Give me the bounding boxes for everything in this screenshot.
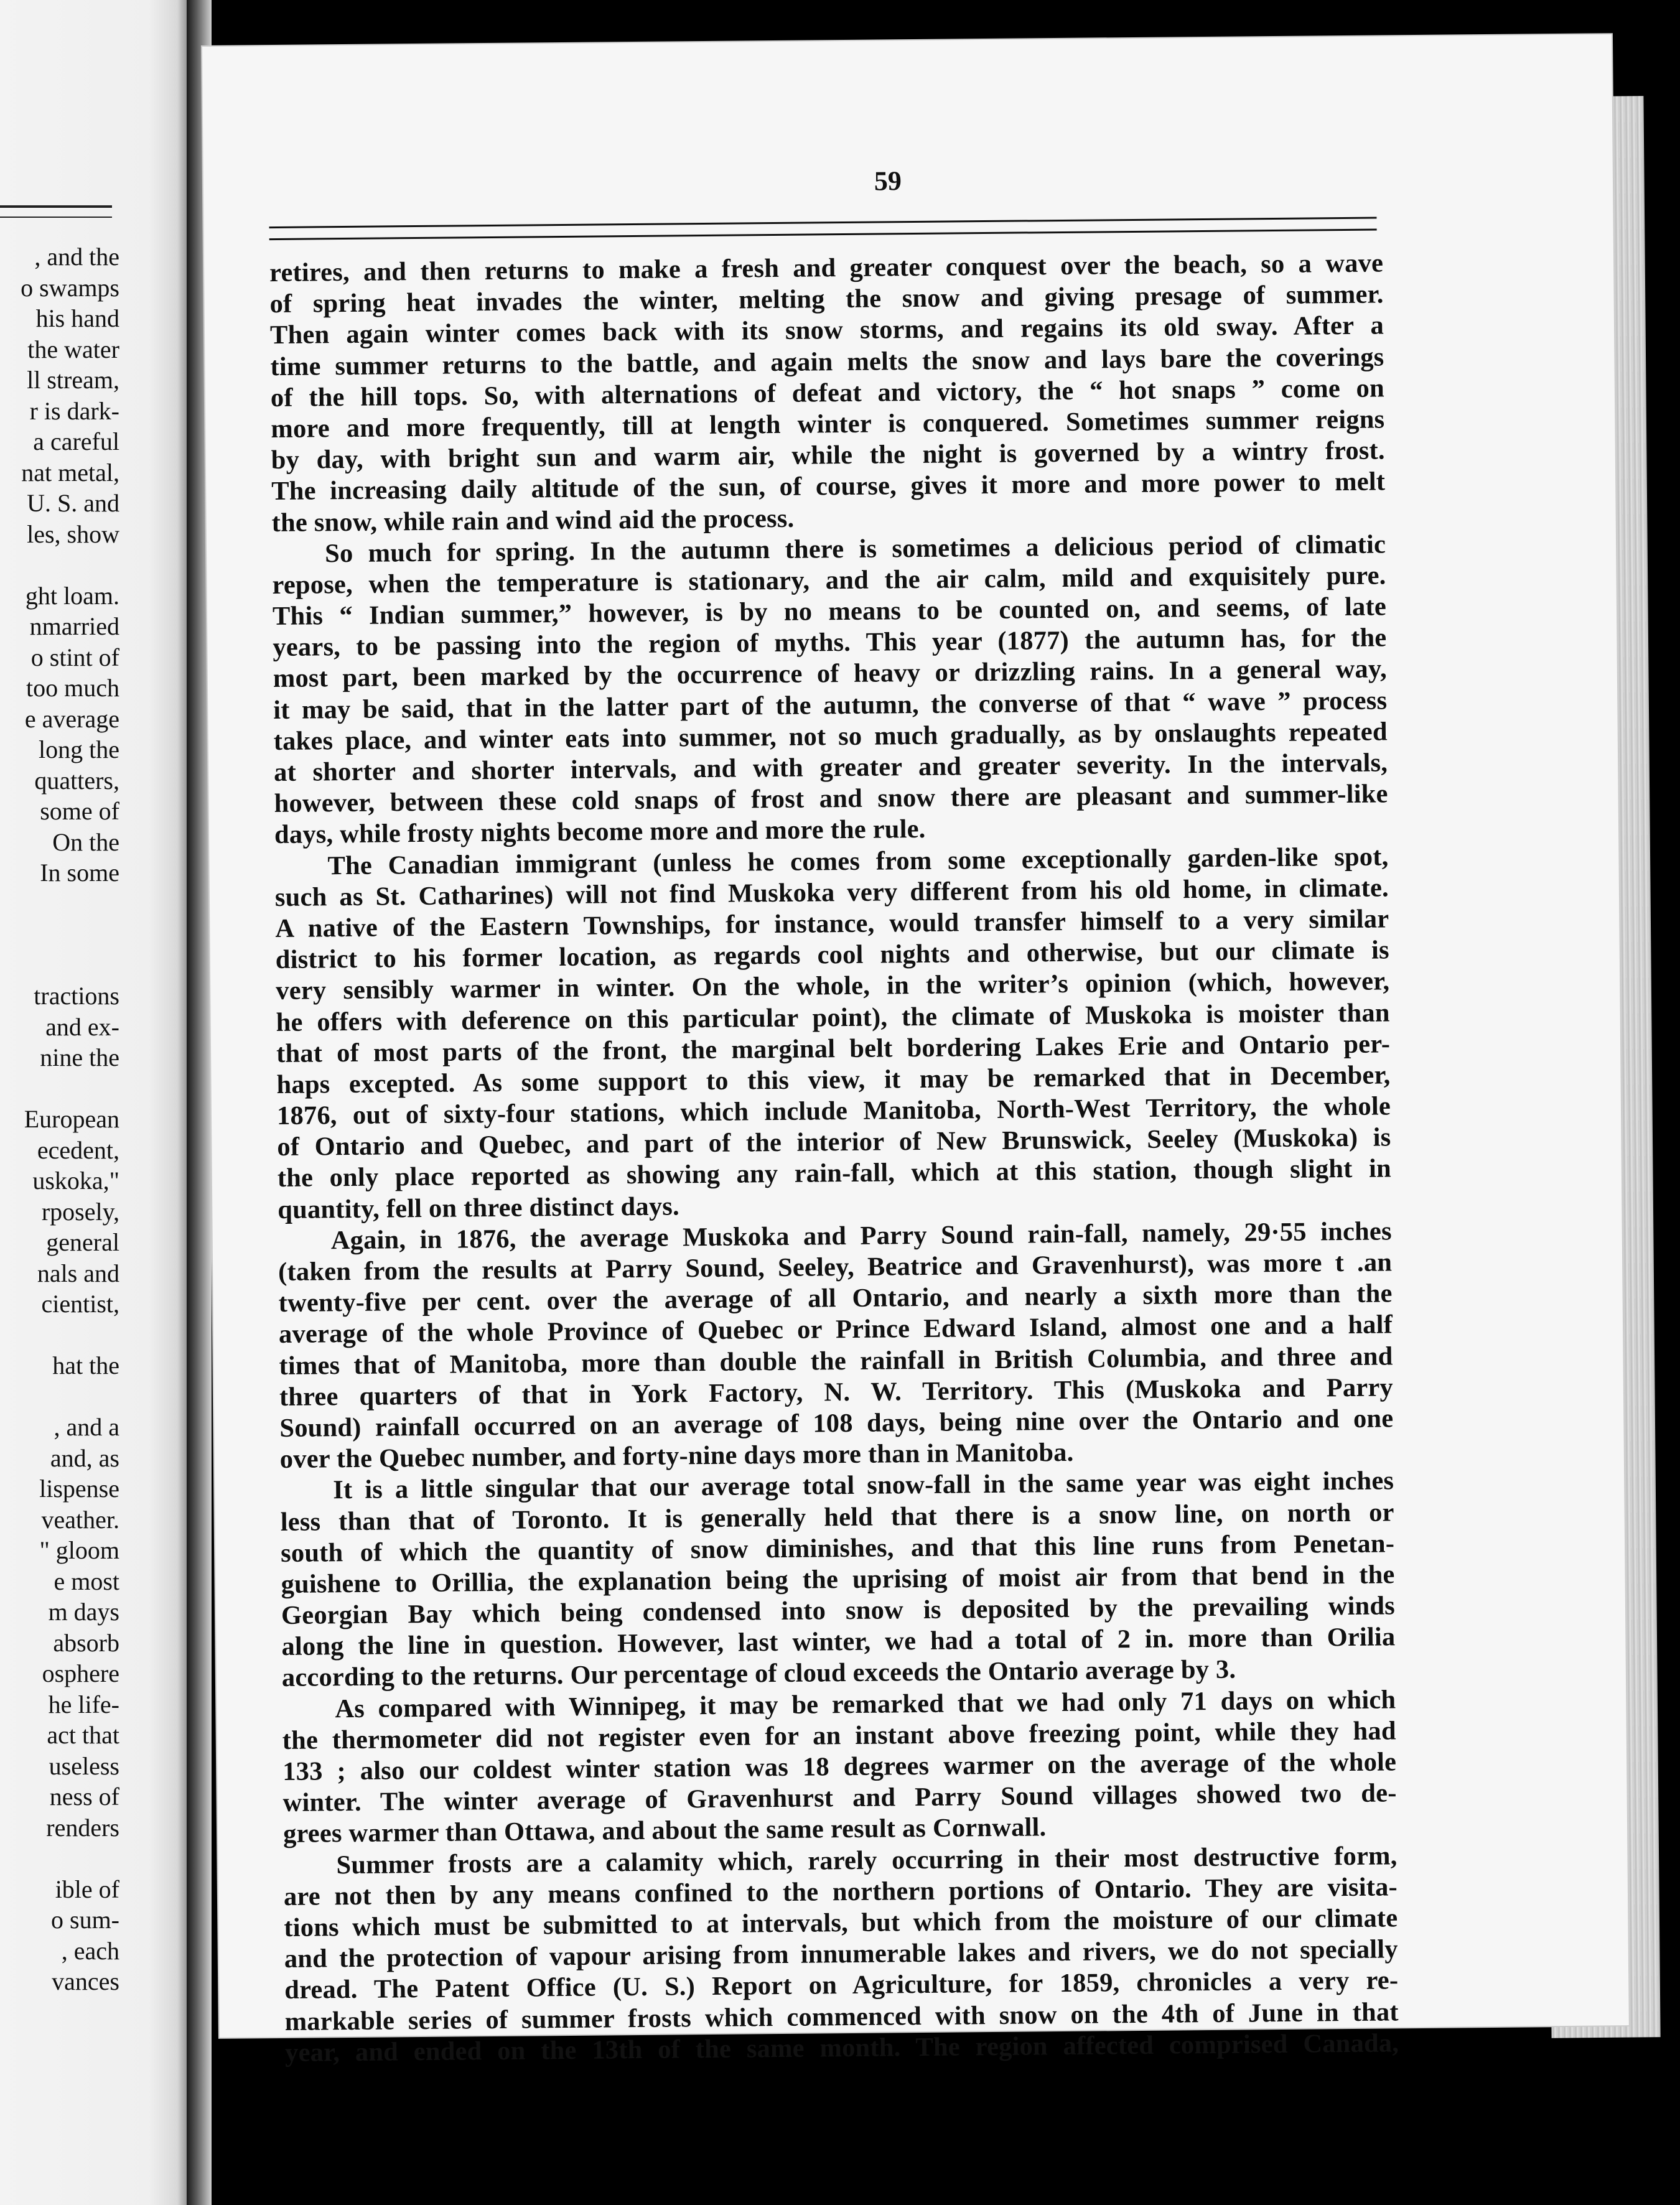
left-page-line: ness of [49,1783,119,1811]
header-double-rule [269,217,1377,241]
left-page-line: vances [52,1967,119,1995]
left-page-line: tractions [34,982,119,1010]
text-line: three quarters of that in York Factory, N. W. Territory. This (Muskoka and Parry [279,1373,1394,1412]
left-page-line: , each [61,1936,119,1965]
body-text [269,248,1399,2068]
text-line: It is a little singular that our average total snow-fall in the same year was eight inches [333,1466,1394,1505]
left-page-line: renders [46,1813,119,1842]
text-line: times that of Manitoba, more than double the rainfall in British Columbia, and three and [279,1341,1393,1381]
text-line: takes place, and winter eats into summer, not so much gradually, as by onslaughts repeated [273,717,1388,756]
left-page-line: hat the [52,1351,119,1379]
left-page-line: general [46,1228,119,1256]
text-line: less than that of Toronto. It is generally held that there is a snow line, on north or [280,1497,1394,1537]
left-page-line: the water [27,335,119,363]
text-line: 133 ; also our coldest winter station was 18 degrees warmer on the average of the whole [282,1747,1397,1786]
left-page-line [0,1381,119,1412]
text-line: grees warmer than Ottawa, and about the same result as Cornwall. [282,1812,1047,1849]
text-line: winter. The winter average of Gravenhurst and Parry Sound villages showed two de- [282,1778,1397,1818]
text-line: by day, with bright sun and warm air, while the night is governed by a wintry frost. [271,436,1385,475]
text-line: the only place reported as showing any rain-fall, which at this station, though slight in [277,1154,1392,1193]
left-page-text [0,241,119,1997]
text-line: at shorter and shorter intervals, and with greater and greater severity. In the intervals, [273,748,1388,788]
text-line: tions which must be submitted to at intervals, but which from the moisture of our climate [284,1903,1398,1942]
text-line: the thermometer did not register even for an instant above freezing point, while they had [282,1716,1396,1755]
left-page-fragment [0,0,187,2205]
text-line: The increasing daily altitude of the sun, of course, gives it more and more power to melt [271,467,1386,506]
text-line: days, while frosty nights become more and more the rule. [274,814,926,850]
left-page-line: his hand [35,304,119,332]
left-page-header-rule [0,205,112,218]
text-line: however, between these cold snaps of frost and snow there are pleasant and summer-like [274,779,1388,819]
left-page-line: nat metal, [21,458,119,487]
left-page-line [0,1320,119,1351]
left-page-line: long the [39,735,119,763]
left-page-line: On the [52,827,119,856]
left-page-line: " gloom [39,1536,119,1564]
left-page-line [0,549,119,580]
text-line: of Ontario and Quebec, and part of the interior of New Brunswick, Seeley (Muskoka) is [277,1122,1391,1162]
left-page-line: e most [54,1567,119,1595]
text-line: it may be said, that in the latter part of the autumn, the converse of that “ wave ” process [273,686,1388,725]
text-line: Summer frosts are a calamity which, rarely occurring in their most destructive form, [336,1840,1398,1880]
text-line: The Canadian immigrant (unless he comes from some exceptionally garden-like spot, [327,841,1389,880]
text-line: Then again winter comes back with its snow storms, and regains its old sway. After a [269,310,1384,350]
left-page-line: a careful [33,427,119,455]
left-page-line: nmarried [29,612,119,640]
left-page-line: uskoka," [32,1167,119,1195]
text-line: over the Quebec number, and forty-nine days more than in Manitoba. [279,1437,1074,1475]
text-line: retires, and then returns to make a fresh and greater conquest over the beach, so a wave [269,248,1384,288]
left-page-line: act that [47,1721,119,1749]
left-page-line: e average [24,704,119,733]
left-page-line: and, as [50,1443,119,1472]
text-line: As compared with Winnipeg, it may be remarked that we had only 71 days on which [335,1684,1396,1723]
text-line: the snow, while rain and wind aid the process. [271,503,795,538]
text-line: year, and ended on the 13th of the same month. The region affected comprised Canada, [284,2028,1399,2067]
left-page-line: lispense [39,1475,119,1503]
left-page-line: o swamps [21,273,119,302]
text-line: dread. The Patent Office (U. S.) Report on Agriculture, for 1859, chronicles a very re- [284,1965,1399,2005]
text-line: guishene to Orillia, the explanation being the uprising of moist air from that bend in the [281,1560,1395,1599]
text-line: 1876, out of sixty-four stations, which include Manitoba, North-West Territory, the whole [276,1091,1391,1131]
text-line: time summer returns to the battle, and again melts the snow and lays bare the coverings [270,342,1384,381]
left-page-line [0,1843,119,1874]
text-line: haps excepted. As some support to this view, it may be remarked that in December, [276,1060,1391,1099]
text-line: south of which the quantity of snow diminishes, and that this line runs from Penetan- [280,1529,1395,1568]
text-line: of the hill tops. So, with alternations of defeat and victory, the “ hot snaps ” come on [270,373,1385,413]
left-page-line: some of [40,797,119,825]
left-page-line [0,888,119,920]
text-line: are not then by any means confined to the northern portions of Ontario. They are visita- [283,1872,1398,1911]
left-page-line [0,1073,119,1104]
left-page-line: ll stream, [27,366,119,394]
left-page-line [0,950,119,981]
left-page-line: ght loam. [25,581,119,610]
left-page-line: he life- [48,1690,119,1718]
text-line: A native of the Eastern Townships, for instance, would transfer himself to a very similar [275,904,1389,943]
text-line: very sensibly warmer in winter. On the whole, in the writer’s opinion (which, however, [276,966,1390,1006]
left-page-line: absorb [53,1628,119,1657]
left-page-line: les, show [27,520,119,548]
text-line: quantity, fell on three distinct days. [278,1191,680,1224]
text-line: markable series of summer frosts which commenced with snow on the 4th of June in that [284,1997,1399,2036]
left-page-line: o stint of [30,643,119,671]
left-page-line: and ex- [45,1012,119,1041]
text-line: according to the returns. Our percentage of cloud exceeds the Ontario average by 3. [281,1655,1236,1693]
text-line: twenty-five per cent. over the average of all Ontario, and nearly a sixth more than the [278,1279,1393,1318]
left-page-line: European [24,1105,119,1133]
text-line: of spring heat invades the winter, melting the snow and giving presage of summer. [269,279,1384,319]
left-page-line: rposely, [41,1197,119,1226]
text-line: he offers with deference on this particular point), the climate of Muskoka is moister than [276,997,1390,1037]
text-line: years, to be passing into the region of myths. This year (1877) the autumn has, for the [273,623,1387,663]
left-page-line: , and the [34,243,119,271]
left-page-line: nals and [37,1259,119,1287]
left-page-line: quatters, [34,766,119,795]
left-page-line: o sum- [51,1906,119,1934]
left-page-line: In some [40,859,119,887]
text-line: and the protection of vapour arising from innumerable lakes and rivers, we do not specially [284,1934,1398,1974]
text-line: This “ Indian summer,” however, is by no means to be counted on, and seems, of late [272,592,1387,632]
page-number: 59 [874,165,902,197]
text-line: that of most parts of the front, the marginal belt bordering Lakes Erie and Ontario per- [276,1029,1391,1068]
left-page-line: m days [48,1598,119,1626]
left-page-line: osphere [42,1659,119,1687]
text-line: Sound) rainfall occurred on an average of 108 days, being nine over the Ontario and one [279,1404,1394,1443]
text-line: repose, when the temperature is stationary, and the air calm, mild and exquisitely pure. [272,561,1386,600]
left-page-line: ible of [55,1875,119,1903]
left-page-line: ecedent, [37,1135,119,1164]
text-line: most part, been marked by the occurrence of heavy or drizzling rains. In a general way, [273,654,1388,694]
left-page-line: r is dark- [29,396,119,425]
left-page-line: U. S. and [27,489,119,517]
right-page [202,34,1629,2067]
text-line: more and more frequently, till at length winter is conquered. Sometimes summer reigns [271,404,1385,444]
text-line: district to his former location, as regards cool nights and otherwise, but our climate is [275,935,1389,975]
text-line: along the line in question. However, last winter, we had a total of 2 in. more than Orilia [281,1622,1396,1662]
text-line: So much for spring. In the autumn there is sometimes a delicious period of climatic [324,529,1386,568]
left-page-line: veather. [41,1505,119,1534]
left-page-line: , and a [54,1413,119,1441]
left-page-line: nine the [40,1043,119,1071]
text-line: average of the whole Province of Quebec or Prince Edward Island, almost one and a half [278,1310,1393,1350]
left-page-line: too much [26,674,119,702]
left-page-line: cientist, [41,1290,119,1318]
left-page-line [0,919,119,950]
text-line: such as St. Catharines) will not find Muskoka very different from his old home, in climate. [274,873,1389,912]
left-page-line: useless [49,1751,119,1780]
text-line: Georgian Bay which being condensed into snow is deposited by the prevailing winds [281,1591,1396,1631]
text-line: (taken from the results at Parry Sound, Seeley, Beatrice and Gravenhurst), was more t .an [278,1247,1393,1287]
text-line: Again, in 1876, the average Muskoka and Parry Sound rain-fall, namely, 29·55 inches [330,1216,1392,1256]
